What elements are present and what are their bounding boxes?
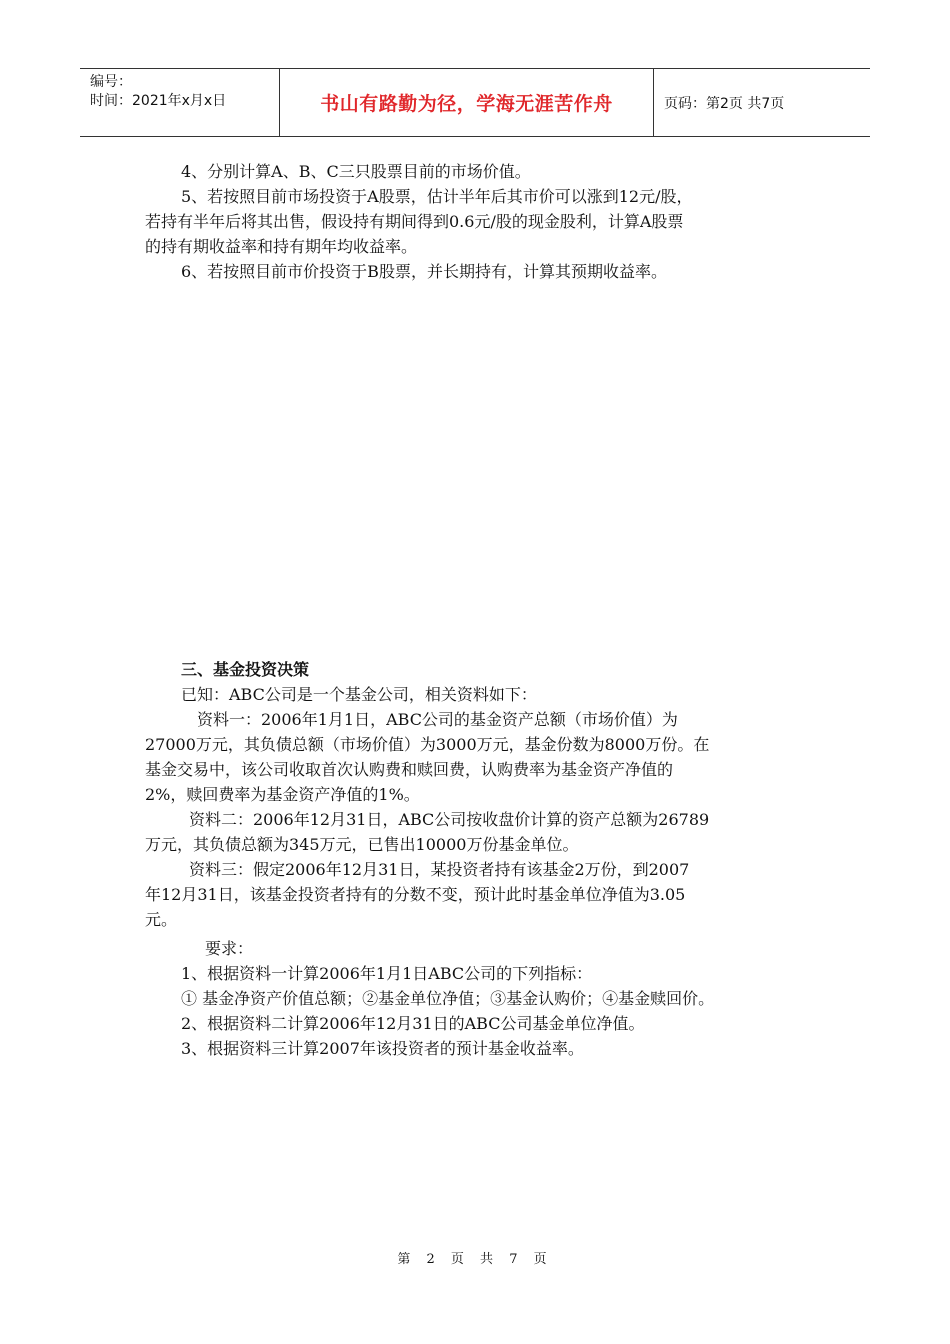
material-3-line2: 年12月31日，该基金投资者持有的分数不变，预计此时基金单位净值为3.05 bbox=[145, 885, 686, 904]
header-meta bbox=[80, 69, 280, 136]
requirements-label: 要求： bbox=[205, 939, 254, 958]
material-2-line2: 万元，其负债总额为345万元，已售出10000万份基金单位。 bbox=[145, 835, 579, 854]
material-1-line4: 2%，赎回费率为基金资产净值的1%。 bbox=[145, 785, 420, 804]
material-1-line1: 资料一：2006年1月1日，ABC公司的基金资产总额（市场价值）为 bbox=[197, 710, 678, 729]
number-label: 编号： bbox=[90, 74, 132, 90]
question-4: 4、分别计算A、B、C三只股票目前的市场价值。 bbox=[181, 162, 531, 181]
section-fund-investment bbox=[145, 657, 815, 1061]
material-3-line3: 元。 bbox=[145, 910, 178, 929]
requirement-1: 1、根据资料一计算2006年1月1日ABC公司的下列指标： bbox=[181, 964, 593, 983]
time-label: 时间：2021年x月x日 bbox=[90, 93, 227, 109]
page-footer: 第 2 页 共 7 页 bbox=[397, 1252, 553, 1267]
section-intro: 已知：ABC公司是一个基金公司，相关资料如下： bbox=[181, 685, 537, 704]
question-6: 6、若按照目前市价投资于B股票，并长期持有，计算其预期收益率。 bbox=[181, 262, 667, 281]
material-3-line1: 资料三：假定2006年12月31日，某投资者持有该基金2万份，到2007 bbox=[189, 860, 690, 879]
requirement-3: 3、根据资料三计算2007年该投资者的预计基金收益率。 bbox=[181, 1039, 584, 1058]
page-header bbox=[80, 68, 870, 137]
questions-continued bbox=[145, 159, 815, 284]
material-1-line3: 基金交易中，该公司收取首次认购费和赎回费，认购费率为基金资产净值的 bbox=[145, 760, 674, 779]
question-5-line2: 若持有半年后将其出售，假设持有期间得到0.6元/股的现金股利，计算A股票 bbox=[145, 212, 684, 231]
section-heading: 三、基金投资决策 bbox=[181, 660, 310, 679]
question-5-line1: 5、若按照目前市场投资于A股票，估计半年后其市价可以涨到12元/股， bbox=[181, 187, 693, 206]
material-1-line2: 27000万元，其负债总额（市场价值）为3000万元，基金份数为8000万份。在 bbox=[145, 735, 710, 754]
header-page-info: 页码：第2页 共7页 bbox=[664, 95, 785, 112]
material-2-line1: 资料二：2006年12月31日，ABC公司按收盘价计算的资产总额为26789 bbox=[189, 810, 710, 829]
question-5-line3: 的持有期收益率和持有期年均收益率。 bbox=[145, 237, 418, 256]
requirement-1-items: ① 基金净资产价值总额；②基金单位净值；③基金认购价；④基金赎回价。 bbox=[181, 989, 715, 1008]
header-motto: 书山有路勤为径，学海无涯苦作舟 bbox=[280, 69, 654, 136]
requirement-2: 2、根据资料二计算2006年12月31日的ABC公司基金单位净值。 bbox=[181, 1014, 645, 1033]
